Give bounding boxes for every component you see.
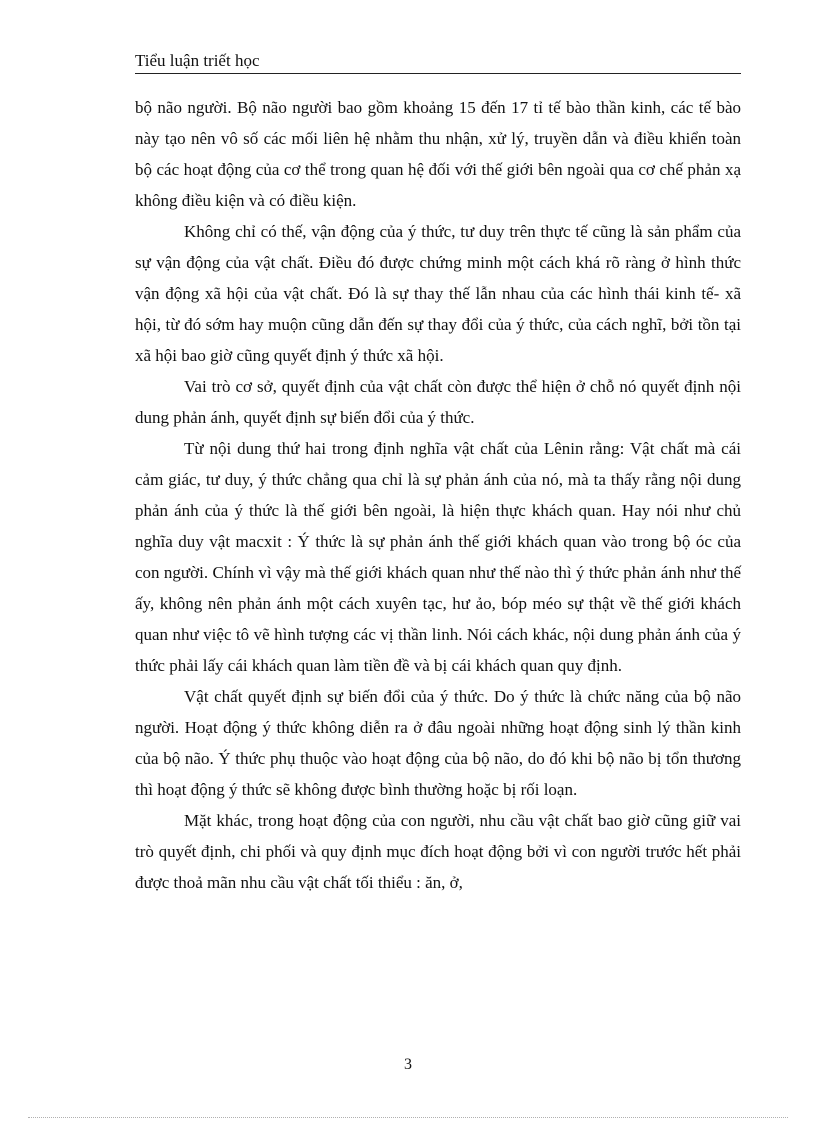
paragraph: Không chỉ có thế, vận động của ý thức, tư duy trên thực tế cũng là sản phẩm của sự vận động của vật chất. Điều đó được chứng minh một cách khá rõ ràng ở hình thức vận động xã hội của vật chất. Đó là sự thay thế lẫn nhau của các hình thái kinh tế- xã hội, từ đó sớm hay muộn cũng dẫn đến sự thay đổi của ý thức, của cách nghĩ, bởi tồn tại xã hội bao giờ cũng quyết định ý thức xã hội. bbox=[135, 222, 741, 365]
running-header: Tiểu luận triết học bbox=[135, 50, 741, 74]
paragraph: Vật chất quyết định sự biến đổi của ý thức. Do ý thức là chức năng của bộ não người. Hoạt động ý thức không diễn ra ở đâu ngoài những hoạt động sinh lý thần kinh của bộ não. Ý thức phụ thuộc vào hoạt động của bộ não, do đó khi bộ não bị tổn thương thì hoạt động ý thức sẽ không được bình thường hoặc bị rối loạn. bbox=[135, 687, 741, 799]
paragraph: Từ nội dung thứ hai trong định nghĩa vật chất của Lênin rằng: Vật chất mà cái cảm giác, tư duy, ý thức chẳng qua chỉ là sự phản ánh của nó, mà ta thấy rằng nội dung phản ánh của ý thức là thế giới bên ngoài, là hiện thực khách quan. Hay nói như chủ nghĩa duy vật macxit : Ý thức là sự phản ánh thế giới khách quan vào trong bộ óc của con người. Chính vì vậy mà thế giới khách quan như thế nào thì ý thức phản ánh như thế ấy, không nên phản ánh một cách xuyên tạc, hư ảo, bóp méo sự thật về thế giới khách quan như việc tô vẽ hình tượng các vị thần linh. Nói cách khác, nội dung phản ánh của ý thức phải lấy cái khách quan làm tiền đề và bị cái khách quan quy định. bbox=[135, 439, 741, 675]
body-text bbox=[135, 92, 741, 898]
page-bottom-rule bbox=[28, 1117, 788, 1118]
paragraph: Vai trò cơ sở, quyết định của vật chất còn được thể hiện ở chỗ nó quyết định nội dung phản ánh, quyết định sự biến đổi của ý thức. bbox=[135, 377, 741, 427]
paragraph: Mặt khác, trong hoạt động của con người, nhu cầu vật chất bao giờ cũng giữ vai trò quyết định, chi phối và quy định mục đích hoạt động bởi vì con người trước hết phải được thoả mãn nhu cầu vật chất tối thiểu : ăn, ở, bbox=[135, 811, 741, 892]
paragraph-continued: bộ não người. Bộ não người bao gồm khoảng 15 đến 17 tỉ tế bào thần kinh, các tế bào này tạo nên vô số các mối liên hệ nhằm thu nhận, xử lý, truyền dẫn và điều khiển toàn bộ các hoạt động của cơ thể trong quan hệ đối với thế giới bên ngoài qua cơ chế phản xạ không điều kiện và có điều kiện. bbox=[135, 98, 741, 210]
page-number: 3 bbox=[404, 1056, 412, 1073]
